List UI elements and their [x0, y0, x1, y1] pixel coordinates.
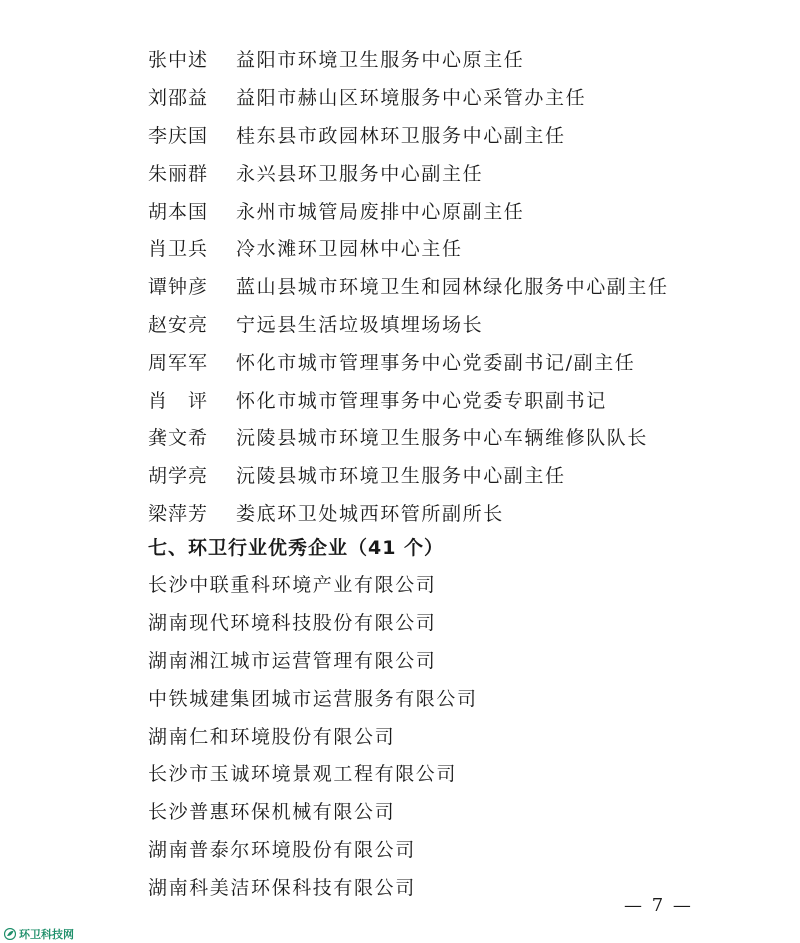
person-name: 梁萍芳: [148, 502, 209, 525]
list-item: [148, 267, 768, 305]
list-item: 长沙市玉诚环境景观工程有限公司: [148, 763, 458, 786]
person-title: 冷水滩环卫园林中心主任: [236, 238, 463, 261]
person-title: 益阳市环境卫生服务中心原主任: [236, 49, 525, 72]
person-title: 桂东县市政园林环卫服务中心副主任: [236, 124, 566, 147]
list-item: [148, 229, 768, 267]
list-item: [148, 78, 768, 116]
section-heading: 七、环卫行业优秀企业（41 个）: [148, 536, 445, 559]
list-item: 湖南现代环境科技股份有限公司: [148, 612, 437, 635]
list-item: [148, 40, 768, 78]
list-item: 中铁城建集团城市运营服务有限公司: [148, 687, 478, 710]
person-name: 谭钟彦: [148, 276, 209, 299]
person-title: 益阳市赫山区环境服务中心采管办主任: [236, 87, 587, 110]
person-name: 张中述: [148, 49, 209, 72]
person-title: 永州市城管局废排中心原副主任: [236, 200, 525, 223]
person-name: 胡学亮: [148, 465, 209, 488]
list-item: 湖南普泰尔环境股份有限公司: [148, 838, 416, 861]
person-title: 娄底环卫处城西环管所副所长: [236, 502, 504, 525]
person-title: 蓝山县城市环境卫生和园林绿化服务中心副主任: [236, 276, 669, 299]
list-item: [148, 116, 768, 154]
list-item: [148, 418, 768, 456]
person-name: 刘邵益: [148, 87, 209, 110]
person-title: 沅陵县城市环境卫生服务中心车辆维修队队长: [236, 427, 649, 450]
person-title: 永兴县环卫服务中心副主任: [236, 162, 484, 185]
list-item: 长沙普惠环保机械有限公司: [148, 801, 396, 824]
person-name: 肖 评: [148, 389, 209, 412]
person-name: 胡本国: [148, 200, 209, 223]
watermark: [4, 926, 74, 942]
list-item: 湖南湘江城市运营管理有限公司: [148, 649, 437, 672]
list-item: [148, 380, 768, 418]
person-title: 宁远县生活垃圾填埋场场长: [236, 313, 484, 336]
list-item: [148, 494, 768, 532]
company-list: [148, 565, 768, 905]
person-name: 赵安亮: [148, 313, 209, 336]
person-name: 肖卫兵: [148, 238, 209, 261]
person-name: 周军军: [148, 351, 209, 374]
leaf-logo-icon: [4, 928, 16, 940]
list-item: 湖南科美洁环保科技有限公司: [148, 876, 416, 899]
person-title: 怀化市城市管理事务中心党委专职副书记: [236, 389, 607, 412]
page-number: — 7 —: [624, 895, 693, 916]
list-item: [148, 342, 768, 380]
list-item: 长沙中联重科环境产业有限公司: [148, 574, 437, 597]
list-item: [148, 191, 768, 229]
person-title: 沅陵县城市环境卫生服务中心副主任: [236, 465, 566, 488]
list-item: [148, 153, 768, 191]
person-name: 龚文希: [148, 427, 209, 450]
watermark-text: 环卫科技网: [19, 928, 74, 941]
list-item: [148, 456, 768, 494]
person-list: [148, 40, 768, 531]
person-title: 怀化市城市管理事务中心党委副书记/副主任: [236, 351, 636, 374]
list-item: 湖南仁和环境股份有限公司: [148, 725, 396, 748]
person-name: 朱丽群: [148, 162, 209, 185]
person-name: 李庆国: [148, 124, 209, 147]
list-item: [148, 305, 768, 343]
